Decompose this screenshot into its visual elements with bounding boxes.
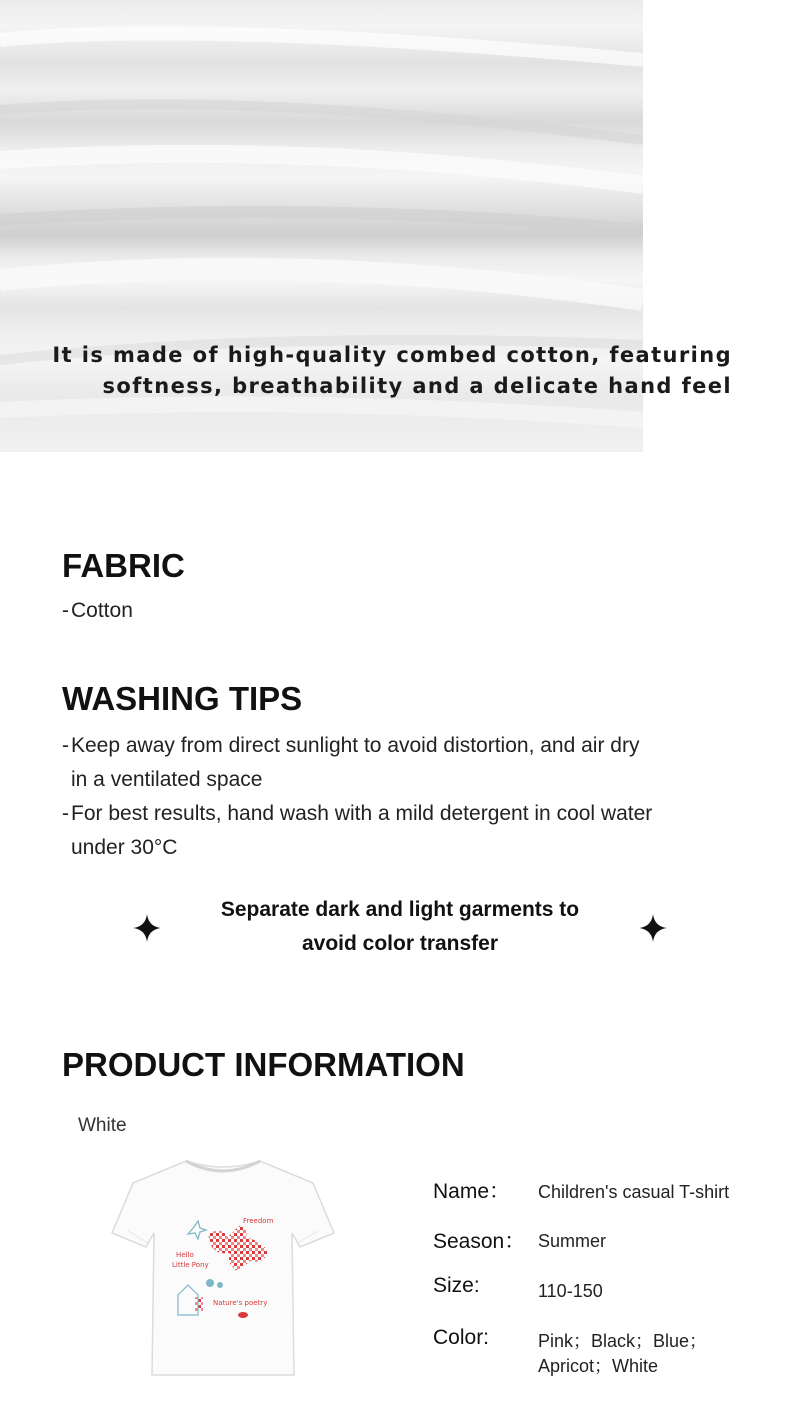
fabric-title: FABRIC [62,547,185,584]
print-hello: Hello [176,1251,194,1259]
spec-color-value-line1: Pink；Black；Blue； [538,1331,708,1351]
note-line1: Separate dark and light garments to [220,898,580,921]
note-line2: avoid color transfer [301,932,499,955]
washing-tip-1: - Keep away from direct sunlight to avoid distortion, and air dry in a ventilated space [62,734,640,791]
spec-season-label: Season： [433,1230,526,1253]
spec-name-value: Children's casual T-shirt [538,1182,730,1202]
hero-caption-line2: softness, breathability and a delicate hand feel [102,374,732,398]
color-transfer-note [190,893,610,961]
spec-size-value: 110-150 [538,1281,603,1301]
tshirt-image [108,1155,338,1380]
sparkle-icon [133,914,161,942]
spec-season-value: Summer [538,1231,607,1251]
variant-color-label: White [78,1115,127,1136]
washing-tips-title: WASHING TIPS [62,680,303,717]
sparkle-icon [639,914,667,942]
print-freedom: Freedom [243,1217,274,1225]
spec-color-value [538,1329,758,1379]
print-natures-poetry: Nature's poetry [213,1299,268,1307]
spec-color-label: Color: [433,1326,490,1349]
spec-size-label: Size: [433,1274,480,1297]
spec-color-value-line2: Apricot；White [538,1356,659,1376]
fabric-item: - Cotton [62,599,133,622]
spec-name-label: Name： [433,1180,511,1203]
washing-tip-2: - For best results, hand wash with a mild detergent in cool water under 30°C [62,802,653,859]
hero-caption-line1: It is made of high-quality combed cotton, featuring [52,343,732,367]
product-info-title: PRODUCT INFORMATION [62,1046,465,1083]
hero-caption [52,340,732,402]
print-little-pony: Little Pony [172,1261,209,1269]
